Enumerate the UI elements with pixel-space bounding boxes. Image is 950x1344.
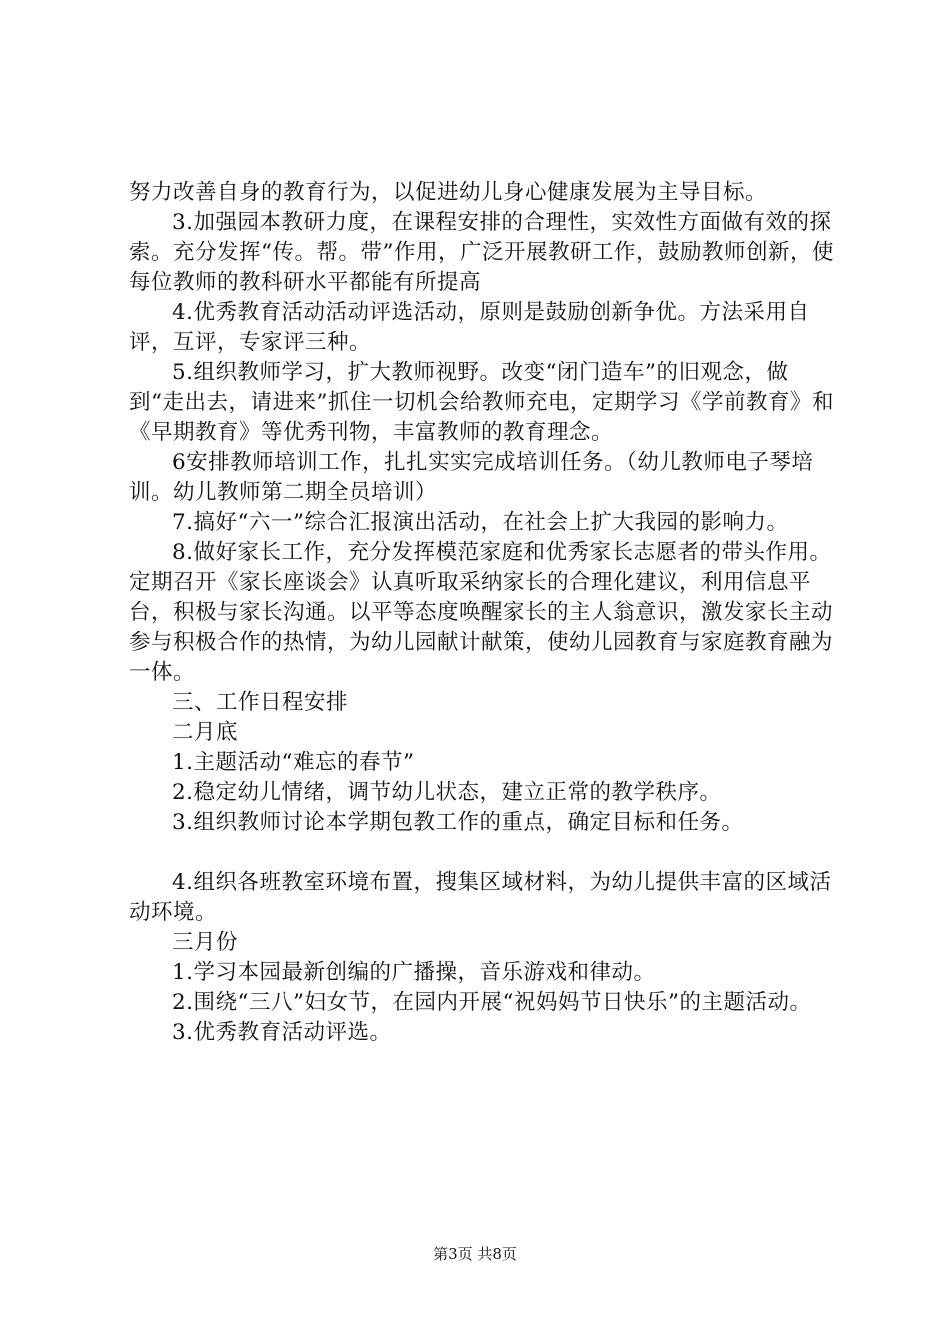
page-number: 第3页 共8页 [433, 1245, 517, 1263]
february-item-2: 2.稳定幼儿情绪，调节幼儿状态，建立正常的教学秩序。 [172, 780, 722, 805]
subheading-february: 二月底 [172, 720, 239, 745]
february-item-4: 4.组织各班教室环境布置，搜集区域材料，为幼儿提供丰富的区域活动环境。 [129, 870, 832, 925]
paragraph-item-7: 7.搞好“六一”综合汇报演出活动，在社会上扩大我园的影响力。 [172, 510, 789, 535]
march-item-1: 1.学习本园最新创编的广播操，音乐游戏和律动。 [172, 960, 656, 985]
document-body [129, 178, 834, 1048]
march-item-3: 3.优秀教育活动评选。 [172, 1020, 392, 1045]
paragraph-continuation: 努力改善自身的教育行为，以促进幼儿身心健康发展为主导目标。 [129, 180, 768, 205]
paragraph-item-6: 6安排教师培训工作，扎扎实实完成培训任务。（幼儿教师电子琴培训。幼儿教师第二期全员培训） [129, 450, 814, 505]
february-item-1: 1.主题活动“难忘的春节” [172, 750, 415, 775]
paragraph-item-3: 3.加强园本教研力度，在课程安排的合理性，实效性方面做有效的探索。充分发挥“传。帮。带”作用，广泛开展教研工作，鼓励教师创新，使每位教师的教科研水平都能有所提高 [129, 210, 834, 295]
page-footer [0, 1244, 950, 1264]
paragraph-item-5: 5.组织教师学习，扩大教师视野。改变“闭门造车”的旧观念，做到“走出去，请进来”抓住一切机会给教师充电，定期学习《学前教育》和《早期教育》等优秀刊物，丰富教师的教育理念。 [129, 360, 834, 445]
subheading-march: 三月份 [172, 930, 239, 955]
paragraph-item-4: 4.优秀教育活动活动评选活动，原则是鼓励创新争优。方法采用自评，互评，专家评三种。 [129, 300, 810, 355]
section-heading-schedule: 三、工作日程安排 [172, 690, 349, 715]
february-item-3: 3.组织教师讨论本学期包教工作的重点，确定目标和任务。 [172, 810, 744, 835]
paragraph-item-8: 8.做好家长工作，充分发挥模范家庭和优秀家长志愿者的带头作用。定期召开《家长座谈会》认真听取采纳家长的合理化建议，利用信息平台，积极与家长沟通。以平等态度唤醒家长的主人翁意识，激发家长主动参与积极合作的热情，为幼儿园献计献策，使幼儿园教育与家庭教育融为一体。 [129, 540, 834, 685]
march-item-2: 2.围绕“三八”妇女节，在园内开展“祝妈妈节日快乐”的主题活动。 [172, 990, 812, 1015]
